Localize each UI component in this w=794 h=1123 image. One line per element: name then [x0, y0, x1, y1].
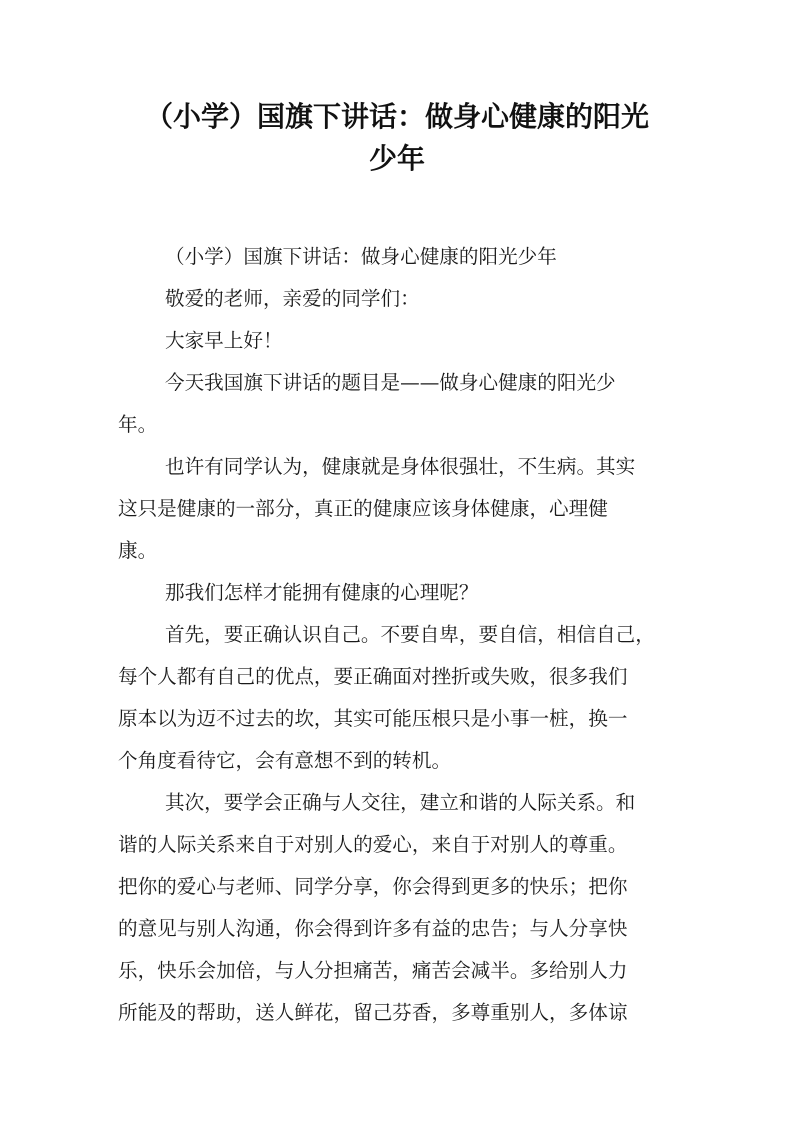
paragraph-salutation [118, 278, 678, 320]
text-line: 首先，要正确认识自己。不要自卑，要自信，相信自己， [165, 623, 655, 646]
paragraph-question [118, 572, 678, 614]
text-line: 敬爱的老师，亲爱的同学们： [165, 287, 420, 310]
text-line: 这只是健康的一部分，真正的健康应该身体健康，心理健 [118, 497, 608, 520]
text-line: 把你的爱心与老师、同学分享，你会得到更多的快乐；把你 [118, 875, 628, 898]
paragraph-topic [118, 362, 678, 446]
title-line-2: 少年 [368, 142, 425, 175]
text-line: 大家早上好！ [165, 329, 283, 352]
paragraph-subtitle [118, 236, 678, 278]
paragraph-second-point [118, 782, 678, 1034]
text-line: 年。 [118, 413, 158, 436]
paragraph-health-definition [118, 446, 678, 572]
text-line: 也许有同学认为，健康就是身体很强壮，不生病。其实 [165, 455, 636, 478]
text-line: 康。 [118, 539, 158, 562]
text-line: 的意见与别人沟通，你会得到许多有益的忠告；与人分享快 [118, 917, 628, 940]
text-line: 每个人都有自己的优点，要正确面对挫折或失败，很多我们 [118, 665, 628, 688]
text-line: 乐，快乐会加倍，与人分担痛苦，痛苦会减半。多给别人力 [118, 959, 628, 982]
text-line: 那我们怎样才能拥有健康的心理呢？ [165, 581, 479, 604]
document-body [118, 236, 678, 1034]
text-line: （小学）国旗下讲话：做身心健康的阳光少年 [165, 245, 557, 268]
text-line: 其次，要学会正确与人交往，建立和谐的人际关系。和 [165, 791, 636, 814]
document-title [100, 96, 694, 180]
text-line: 今天我国旗下讲话的题目是——做身心健康的阳光少 [165, 371, 616, 394]
text-line: 个角度看待它，会有意想不到的转机。 [118, 749, 452, 772]
text-line: 谐的人际关系来自于对别人的爱心，来自于对别人的尊重。 [118, 833, 628, 856]
title-line-1: （小学）国旗下讲话：做身心健康的阳光 [144, 100, 649, 133]
text-line: 原本以为迈不过去的坎，其实可能压根只是小事一桩，换一 [118, 707, 628, 730]
paragraph-greeting [118, 320, 678, 362]
text-line: 所能及的帮助，送人鲜花，留己芬香，多尊重别人，多体谅 [118, 1001, 628, 1024]
paragraph-first-point [118, 614, 678, 782]
